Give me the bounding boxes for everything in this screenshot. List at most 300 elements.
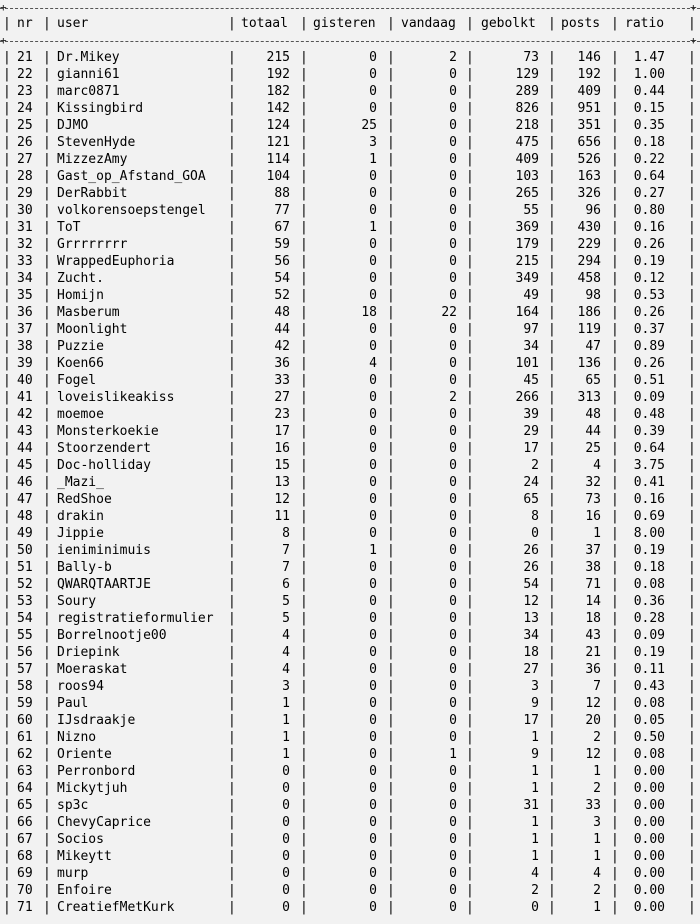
cell-totaal: 124	[266, 118, 290, 133]
cell-posts: 37	[585, 543, 601, 558]
cell-vandaag: 0	[449, 645, 457, 660]
cell-totaal: 4	[282, 645, 290, 660]
cell-ratio: 0.15	[633, 101, 665, 116]
cell-ratio: 0.50	[633, 730, 665, 745]
cell-user: Perronbord	[57, 764, 136, 779]
cell-gebolkt: 54	[523, 577, 539, 592]
cell-totaal: 15	[274, 458, 290, 473]
cell-gebolkt: 73	[523, 50, 539, 65]
cell-posts: 313	[577, 390, 601, 405]
cell-gisteren: 0	[369, 288, 377, 303]
cell-gebolkt: 17	[523, 441, 539, 456]
cell-totaal: 88	[274, 186, 290, 201]
table-row: | 34 | Zucht. | 54 | 0 | 0 | 349 | 458 | 0.12 |	[3, 271, 696, 286]
cell-ratio: 0.28	[633, 611, 665, 626]
cell-ratio: 0.26	[633, 305, 665, 320]
cell-vandaag: 0	[449, 288, 457, 303]
cell-vandaag: 0	[449, 577, 457, 592]
cell-gebolkt: 26	[523, 543, 539, 558]
cell-gebolkt: 55	[523, 203, 539, 218]
cell-posts: 1	[593, 849, 601, 864]
cell-nr: 53	[17, 594, 33, 609]
cell-ratio: 0.16	[633, 220, 665, 235]
cell-ratio: 0.00	[633, 883, 665, 898]
cell-posts: 2	[593, 883, 601, 898]
cell-nr: 41	[17, 390, 33, 405]
table-row: | 21 | Dr.Mikey | 215 | 0 | 2 | 73 | 146 | 1.47 |	[3, 50, 696, 65]
cell-user: Oriente	[57, 747, 112, 762]
cell-user: Soury	[57, 594, 97, 609]
cell-nr: 63	[17, 764, 33, 779]
cell-gebolkt: 39	[523, 407, 539, 422]
cell-vandaag: 0	[449, 492, 457, 507]
cell-user: marc0871	[57, 84, 120, 99]
cell-vandaag: 0	[449, 798, 457, 813]
cell-ratio: 0.39	[633, 424, 665, 439]
header-totaal: totaal	[241, 16, 288, 31]
table-row: | 60 | IJsdraakje | 1 | 0 | 0 | 17 | 20 | 0.05 |	[3, 713, 696, 728]
cell-totaal: 215	[266, 50, 290, 65]
table-row: | 44 | Stoorzendert | 16 | 0 | 0 | 17 | 25 | 0.64 |	[3, 441, 696, 456]
cell-user: Dr.Mikey	[57, 50, 120, 65]
cell-user: moemoe	[57, 407, 104, 422]
table-row: | 65 | sp3c | 0 | 0 | 0 | 31 | 33 | 0.00 |	[3, 798, 696, 813]
cell-gebolkt: 34	[523, 628, 539, 643]
cell-gebolkt: 1	[531, 832, 539, 847]
cell-totaal: 0	[282, 900, 290, 915]
cell-gisteren: 0	[369, 390, 377, 405]
header-user: user	[57, 16, 89, 31]
cell-nr: 35	[17, 288, 33, 303]
cell-totaal: 42	[274, 339, 290, 354]
cell-nr: 43	[17, 424, 33, 439]
cell-ratio: 0.35	[633, 118, 665, 133]
cell-totaal: 5	[282, 611, 290, 626]
header-border: + +	[0, 41, 700, 42]
cell-ratio: 0.00	[633, 900, 665, 915]
cell-posts: 12	[585, 696, 601, 711]
table-row: | 58 | roos94 | 3 | 0 | 0 | 3 | 7 | 0.43 |	[3, 679, 696, 694]
table-row: | 64 | Mickytjuh | 0 | 0 | 0 | 1 | 2 | 0.00 |	[3, 781, 696, 796]
cell-user: DerRabbit	[57, 186, 128, 201]
cell-gisteren: 0	[369, 101, 377, 116]
cell-nr: 44	[17, 441, 33, 456]
cell-totaal: 1	[282, 747, 290, 762]
table-row: | 38 | Puzzie | 42 | 0 | 0 | 34 | 47 | 0.89 |	[3, 339, 696, 354]
cell-posts: 32	[585, 475, 601, 490]
table-row: | 51 | Bally-b | 7 | 0 | 0 | 26 | 38 | 0.18 |	[3, 560, 696, 575]
cell-vandaag: 0	[449, 475, 457, 490]
cell-user: Driepink	[57, 645, 120, 660]
cell-gisteren: 0	[369, 815, 377, 830]
cell-user: Moeraskat	[57, 662, 128, 677]
cell-nr: 50	[17, 543, 33, 558]
cell-totaal: 33	[274, 373, 290, 388]
table-row: | 40 | Fogel | 33 | 0 | 0 | 45 | 65 | 0.51 |	[3, 373, 696, 388]
cell-nr: 51	[17, 560, 33, 575]
cell-ratio: 0.19	[633, 645, 665, 660]
cell-user: QWARQTAARTJE	[57, 577, 151, 592]
cell-gebolkt: 49	[523, 288, 539, 303]
cell-gebolkt: 101	[515, 356, 539, 371]
cell-vandaag: 0	[449, 67, 457, 82]
cell-vandaag: 22	[441, 305, 457, 320]
cell-nr: 31	[17, 220, 33, 235]
cell-nr: 33	[17, 254, 33, 269]
cell-vandaag: 0	[449, 679, 457, 694]
cell-nr: 32	[17, 237, 33, 252]
cell-gisteren: 0	[369, 424, 377, 439]
cell-gebolkt: 29	[523, 424, 539, 439]
cell-user: ToT	[57, 220, 81, 235]
cell-user: roos94	[57, 679, 104, 694]
table-row: | 23 | marc0871 | 182 | 0 | 0 | 289 | 409 | 0.44 |	[3, 84, 696, 99]
cell-ratio: 0.18	[633, 560, 665, 575]
cell-user: Doc-holliday	[57, 458, 151, 473]
cell-gebolkt: 1	[531, 764, 539, 779]
cell-user: Moonlight	[57, 322, 128, 337]
cell-gebolkt: 0	[531, 526, 539, 541]
table-row: | 45 | Doc-holliday | 15 | 0 | 0 | 2 | 4 | 3.75 |	[3, 458, 696, 473]
cell-user: Zucht.	[57, 271, 104, 286]
cell-vandaag: 0	[449, 849, 457, 864]
cell-nr: 39	[17, 356, 33, 371]
table-row: | 63 | Perronbord | 0 | 0 | 0 | 1 | 1 | 0.00 |	[3, 764, 696, 779]
cell-gebolkt: 13	[523, 611, 539, 626]
cell-nr: 49	[17, 526, 33, 541]
cell-posts: 73	[585, 492, 601, 507]
cell-vandaag: 0	[449, 101, 457, 116]
cell-nr: 37	[17, 322, 33, 337]
cell-user: Masberum	[57, 305, 120, 320]
cell-gisteren: 0	[369, 662, 377, 677]
cell-vandaag: 0	[449, 169, 457, 184]
table-row: | 24 | Kissingbird | 142 | 0 | 0 | 826 | 951 | 0.15 |	[3, 101, 696, 116]
cell-nr: 48	[17, 509, 33, 524]
cell-vandaag: 0	[449, 203, 457, 218]
cell-ratio: 0.41	[633, 475, 665, 490]
cell-totaal: 67	[274, 220, 290, 235]
cell-nr: 28	[17, 169, 33, 184]
table-row: | 35 | Homijn | 52 | 0 | 0 | 49 | 98 | 0.53 |	[3, 288, 696, 303]
cell-gisteren: 0	[369, 186, 377, 201]
cell-ratio: 0.89	[633, 339, 665, 354]
table-row: | 56 | Driepink | 4 | 0 | 0 | 18 | 21 | 0.19 |	[3, 645, 696, 660]
cell-gebolkt: 409	[515, 152, 539, 167]
cell-ratio: 0.44	[633, 84, 665, 99]
cell-gebolkt: 129	[515, 67, 539, 82]
cell-gisteren: 1	[369, 152, 377, 167]
cell-vandaag: 2	[449, 50, 457, 65]
cell-nr: 30	[17, 203, 33, 218]
cell-nr: 66	[17, 815, 33, 830]
cell-gisteren: 0	[369, 203, 377, 218]
cell-user: StevenHyde	[57, 135, 136, 150]
cell-user: gianni61	[57, 67, 120, 82]
cell-gebolkt: 1	[531, 815, 539, 830]
cell-ratio: 0.48	[633, 407, 665, 422]
cell-nr: 34	[17, 271, 33, 286]
cell-ratio: 0.27	[633, 186, 665, 201]
cell-user: Borrelnootje00	[57, 628, 167, 643]
cell-ratio: 0.37	[633, 322, 665, 337]
cell-totaal: 6	[282, 577, 290, 592]
cell-gisteren: 0	[369, 764, 377, 779]
cell-posts: 33	[585, 798, 601, 813]
cell-gisteren: 0	[369, 50, 377, 65]
cell-user: registratieformulier	[57, 611, 214, 626]
cell-gebolkt: 103	[515, 169, 539, 184]
cell-gisteren: 0	[369, 84, 377, 99]
cell-user: WrappedEuphoria	[57, 254, 175, 269]
cell-gisteren: 0	[369, 594, 377, 609]
cell-nr: 68	[17, 849, 33, 864]
cell-gisteren: 0	[369, 849, 377, 864]
cell-user: Gast_op_Afstand_GOA	[57, 169, 206, 184]
cell-gisteren: 4	[369, 356, 377, 371]
cell-user: Kissingbird	[57, 101, 144, 116]
cell-ratio: 0.08	[633, 577, 665, 592]
cell-ratio: 0.09	[633, 390, 665, 405]
cell-user: drakin	[57, 509, 104, 524]
cell-nr: 65	[17, 798, 33, 813]
cell-gisteren: 0	[369, 560, 377, 575]
cell-nr: 24	[17, 101, 33, 116]
cell-gisteren: 0	[369, 679, 377, 694]
cell-gebolkt: 17	[523, 713, 539, 728]
cell-vandaag: 0	[449, 832, 457, 847]
cell-vandaag: 0	[449, 594, 457, 609]
cell-vandaag: 0	[449, 186, 457, 201]
table-row: | 37 | Moonlight | 44 | 0 | 0 | 97 | 119 | 0.37 |	[3, 322, 696, 337]
cell-totaal: 1	[282, 696, 290, 711]
cell-nr: 52	[17, 577, 33, 592]
header-row: | nr | user | totaal | gisteren | vandaag | gebolkt | posts | ratio |	[3, 16, 696, 31]
cell-ratio: 0.12	[633, 271, 665, 286]
cell-vandaag: 0	[449, 339, 457, 354]
cell-posts: 326	[577, 186, 601, 201]
cell-user: Jippie	[57, 526, 104, 541]
cell-gebolkt: 31	[523, 798, 539, 813]
cell-totaal: 52	[274, 288, 290, 303]
cell-posts: 3	[593, 815, 601, 830]
cell-totaal: 5	[282, 594, 290, 609]
cell-gisteren: 0	[369, 781, 377, 796]
cell-ratio: 8.00	[633, 526, 665, 541]
cell-user: Bally-b	[57, 560, 112, 575]
cell-nr: 25	[17, 118, 33, 133]
cell-totaal: 13	[274, 475, 290, 490]
cell-totaal: 182	[266, 84, 290, 99]
table-row: | 57 | Moeraskat | 4 | 0 | 0 | 27 | 36 | 0.11 |	[3, 662, 696, 677]
cell-posts: 48	[585, 407, 601, 422]
cell-posts: 21	[585, 645, 601, 660]
table-row: | 48 | drakin | 11 | 0 | 0 | 8 | 16 | 0.69 |	[3, 509, 696, 524]
cell-ratio: 0.08	[633, 747, 665, 762]
table-row: | 52 | QWARQTAARTJE | 6 | 0 | 0 | 54 | 71 | 0.08 |	[3, 577, 696, 592]
cell-user: Stoorzendert	[57, 441, 151, 456]
cell-posts: 16	[585, 509, 601, 524]
cell-nr: 59	[17, 696, 33, 711]
cell-gebolkt: 24	[523, 475, 539, 490]
cell-user: Socios	[57, 832, 104, 847]
table-row: | 42 | moemoe | 23 | 0 | 0 | 39 | 48 | 0.48 |	[3, 407, 696, 422]
cell-user: loveislikeakiss	[57, 390, 175, 405]
cell-posts: 351	[577, 118, 601, 133]
cell-posts: 1	[593, 832, 601, 847]
cell-nr: 38	[17, 339, 33, 354]
table-row: | 25 | DJMO | 124 | 25 | 0 | 218 | 351 | 0.35 |	[3, 118, 696, 133]
cell-vandaag: 0	[449, 441, 457, 456]
cell-totaal: 54	[274, 271, 290, 286]
cell-gisteren: 0	[369, 577, 377, 592]
cell-vandaag: 0	[449, 271, 457, 286]
cell-vandaag: 0	[449, 322, 457, 337]
cell-gisteren: 0	[369, 883, 377, 898]
cell-nr: 62	[17, 747, 33, 762]
cell-gisteren: 0	[369, 67, 377, 82]
cell-user: Mickytjuh	[57, 781, 128, 796]
cell-posts: 4	[593, 866, 601, 881]
cell-posts: 44	[585, 424, 601, 439]
table-row: | 69 | murp | 0 | 0 | 0 | 4 | 4 | 0.00 |	[3, 866, 696, 881]
cell-vandaag: 0	[449, 135, 457, 150]
table-row: | 55 | Borrelnootje00 | 4 | 0 | 0 | 34 | 43 | 0.09 |	[3, 628, 696, 643]
cell-gebolkt: 4	[531, 866, 539, 881]
cell-vandaag: 0	[449, 764, 457, 779]
cell-posts: 192	[577, 67, 601, 82]
table-row: | 39 | Koen66 | 36 | 4 | 0 | 101 | 136 | 0.26 |	[3, 356, 696, 371]
cell-vandaag: 0	[449, 883, 457, 898]
table-row: | 50 | ieniminimuis | 7 | 1 | 0 | 26 | 37 | 0.19 |	[3, 543, 696, 558]
cell-gisteren: 0	[369, 441, 377, 456]
cell-nr: 67	[17, 832, 33, 847]
cell-nr: 47	[17, 492, 33, 507]
cell-gebolkt: 164	[515, 305, 539, 320]
cell-totaal: 8	[282, 526, 290, 541]
cell-user: Enfoire	[57, 883, 112, 898]
top-border: + +	[0, 8, 700, 9]
cell-totaal: 77	[274, 203, 290, 218]
cell-gebolkt: 369	[515, 220, 539, 235]
cell-ratio: 0.64	[633, 169, 665, 184]
table-row: | 31 | ToT | 67 | 1 | 0 | 369 | 430 | 0.16 |	[3, 220, 696, 235]
cell-vandaag: 0	[449, 696, 457, 711]
cell-gebolkt: 475	[515, 135, 539, 150]
cell-gebolkt: 826	[515, 101, 539, 116]
cell-nr: 56	[17, 645, 33, 660]
cell-user: Koen66	[57, 356, 104, 371]
header-posts: posts	[561, 16, 601, 31]
cell-gebolkt: 65	[523, 492, 539, 507]
cell-posts: 1	[593, 526, 601, 541]
cell-gebolkt: 265	[515, 186, 539, 201]
cell-totaal: 0	[282, 866, 290, 881]
cell-vandaag: 0	[449, 611, 457, 626]
cell-posts: 43	[585, 628, 601, 643]
cell-posts: 458	[577, 271, 601, 286]
cell-totaal: 0	[282, 849, 290, 864]
cell-ratio: 1.00	[633, 67, 665, 82]
cell-ratio: 0.05	[633, 713, 665, 728]
cell-gisteren: 0	[369, 339, 377, 354]
table-row: | 28 | Gast_op_Afstand_GOA | 104 | 0 | 0 | 103 | 163 | 0.64 |	[3, 169, 696, 184]
cell-posts: 119	[577, 322, 601, 337]
cell-totaal: 11	[274, 509, 290, 524]
cell-totaal: 56	[274, 254, 290, 269]
cell-ratio: 0.00	[633, 798, 665, 813]
cell-vandaag: 0	[449, 509, 457, 524]
cell-gebolkt: 8	[531, 509, 539, 524]
cell-user: ChevyCaprice	[57, 815, 151, 830]
cell-totaal: 0	[282, 798, 290, 813]
cell-totaal: 0	[282, 815, 290, 830]
cell-gisteren: 1	[369, 543, 377, 558]
table-row: | 26 | StevenHyde | 121 | 3 | 0 | 475 | 656 | 0.18 |	[3, 135, 696, 150]
cell-ratio: 1.47	[633, 50, 665, 65]
cell-gebolkt: 26	[523, 560, 539, 575]
cell-totaal: 142	[266, 101, 290, 116]
cell-vandaag: 1	[449, 747, 457, 762]
cell-vandaag: 0	[449, 526, 457, 541]
cell-totaal: 192	[266, 67, 290, 82]
cell-vandaag: 0	[449, 424, 457, 439]
cell-user: Homijn	[57, 288, 104, 303]
cell-user: Fogel	[57, 373, 97, 388]
cell-vandaag: 2	[449, 390, 457, 405]
cell-gebolkt: 266	[515, 390, 539, 405]
cell-user: MizzezAmy	[57, 152, 128, 167]
cell-gisteren: 0	[369, 628, 377, 643]
cell-totaal: 44	[274, 322, 290, 337]
cell-ratio: 0.00	[633, 832, 665, 847]
cell-gisteren: 3	[369, 135, 377, 150]
cell-gebolkt: 1	[531, 781, 539, 796]
cell-vandaag: 0	[449, 84, 457, 99]
table-row: | 61 | Nizno | 1 | 0 | 0 | 1 | 2 | 0.50 |	[3, 730, 696, 745]
cell-totaal: 1	[282, 730, 290, 745]
cell-gisteren: 0	[369, 254, 377, 269]
cell-posts: 2	[593, 730, 601, 745]
cell-posts: 430	[577, 220, 601, 235]
cell-user: Puzzie	[57, 339, 104, 354]
cell-gisteren: 0	[369, 798, 377, 813]
cell-vandaag: 0	[449, 356, 457, 371]
cell-posts: 71	[585, 577, 601, 592]
cell-vandaag: 0	[449, 220, 457, 235]
cell-user: RedShoe	[57, 492, 112, 507]
cell-totaal: 4	[282, 628, 290, 643]
cell-gebolkt: 1	[531, 849, 539, 864]
cell-nr: 60	[17, 713, 33, 728]
cell-nr: 69	[17, 866, 33, 881]
cell-vandaag: 0	[449, 713, 457, 728]
cell-nr: 40	[17, 373, 33, 388]
cell-posts: 4	[593, 458, 601, 473]
cell-totaal: 0	[282, 764, 290, 779]
table-row: | 54 | registratieformulier | 5 | 0 | 0 | 13 | 18 | 0.28 |	[3, 611, 696, 626]
cell-vandaag: 0	[449, 815, 457, 830]
cell-ratio: 0.00	[633, 764, 665, 779]
cell-posts: 38	[585, 560, 601, 575]
cell-nr: 71	[17, 900, 33, 915]
cell-ratio: 0.36	[633, 594, 665, 609]
cell-vandaag: 0	[449, 543, 457, 558]
cell-posts: 146	[577, 50, 601, 65]
cell-totaal: 3	[282, 679, 290, 694]
cell-gisteren: 18	[361, 305, 377, 320]
cell-posts: 36	[585, 662, 601, 677]
